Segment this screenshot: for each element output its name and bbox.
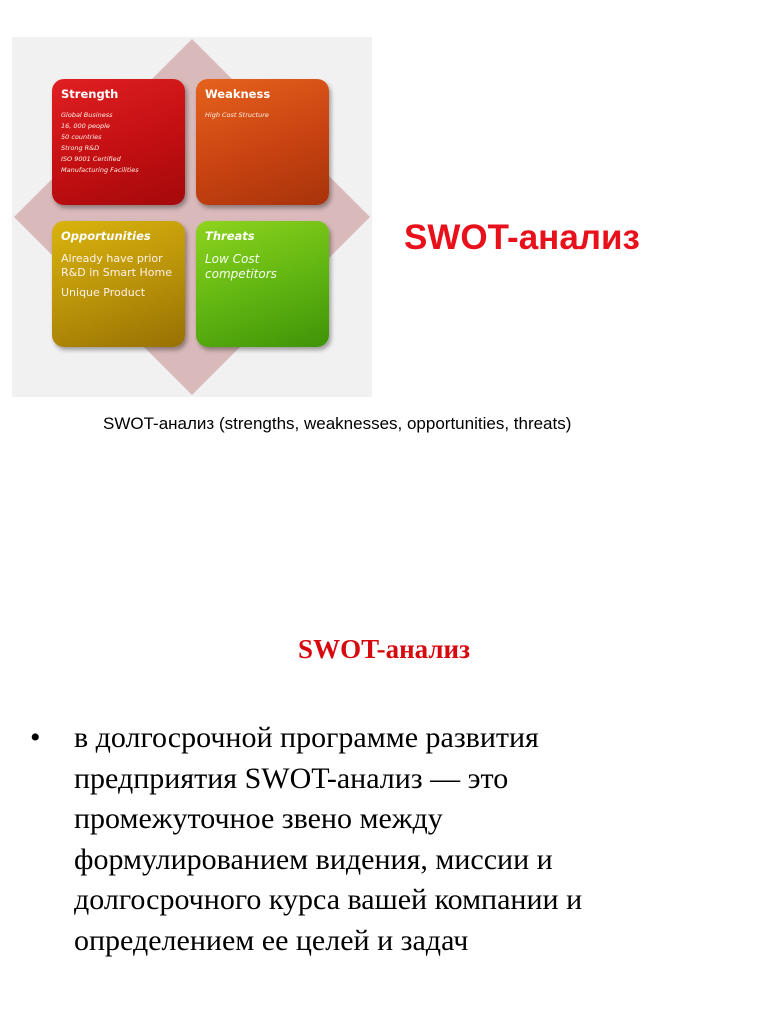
threats-item: Low Cost: [205, 252, 260, 266]
threats-item: competitors: [205, 267, 277, 281]
strength-item: Strong R&D: [61, 144, 100, 152]
strength-items: [61, 110, 176, 176]
bullet-text-line: промежуточное звено между: [74, 802, 443, 835]
strength-item: ISO 9001 Certified: [61, 155, 121, 163]
strength-title: Strength: [61, 87, 119, 101]
image-caption: SWOT-анализ (strengths, weaknesses, opportunities, threats): [103, 414, 572, 433]
bullet-text-line: определением ее целей и задач: [74, 923, 469, 957]
opportunities-item: R&D in Smart Home: [61, 266, 172, 279]
bullet-list: [30, 718, 730, 961]
opportunities-items: [61, 252, 176, 300]
swot-graphic: [12, 37, 372, 397]
strength-item: Manufacturing Facilities: [61, 166, 139, 174]
bullet-text-line: предприятия SWOT-анализ — это: [74, 761, 509, 795]
weakness-item: High Cost Structure: [205, 111, 269, 119]
threats-items: [205, 252, 320, 282]
bullet-item: [30, 718, 730, 961]
bullet-marker: •: [30, 721, 41, 754]
strength-item: Global Business: [61, 111, 113, 119]
bullet-text-line: формулированием видения, миссии и: [74, 842, 553, 876]
side-heading: SWOT-анализ: [404, 218, 640, 257]
strength-quadrant: [52, 79, 185, 205]
weakness-quadrant: [196, 79, 329, 205]
opportunities-title: Opportunities: [61, 229, 151, 243]
section-title: SWOT-анализ: [298, 634, 470, 664]
threats-quadrant: [196, 221, 329, 347]
weakness-items: [205, 110, 320, 121]
opportunities-item: Already have prior: [61, 252, 163, 265]
bullet-text-line: долгосрочного курса вашей компании и: [74, 883, 583, 916]
weakness-title: Weakness: [205, 87, 271, 101]
opportunities-quadrant: [52, 221, 185, 347]
threats-title: Threats: [205, 229, 255, 243]
opportunities-item: Unique Product: [61, 286, 146, 299]
strength-item: 16, 000 people: [61, 122, 110, 130]
strength-item: 50 countries: [61, 133, 102, 141]
bullet-text-line: в долгосрочной программе развития: [74, 721, 539, 754]
